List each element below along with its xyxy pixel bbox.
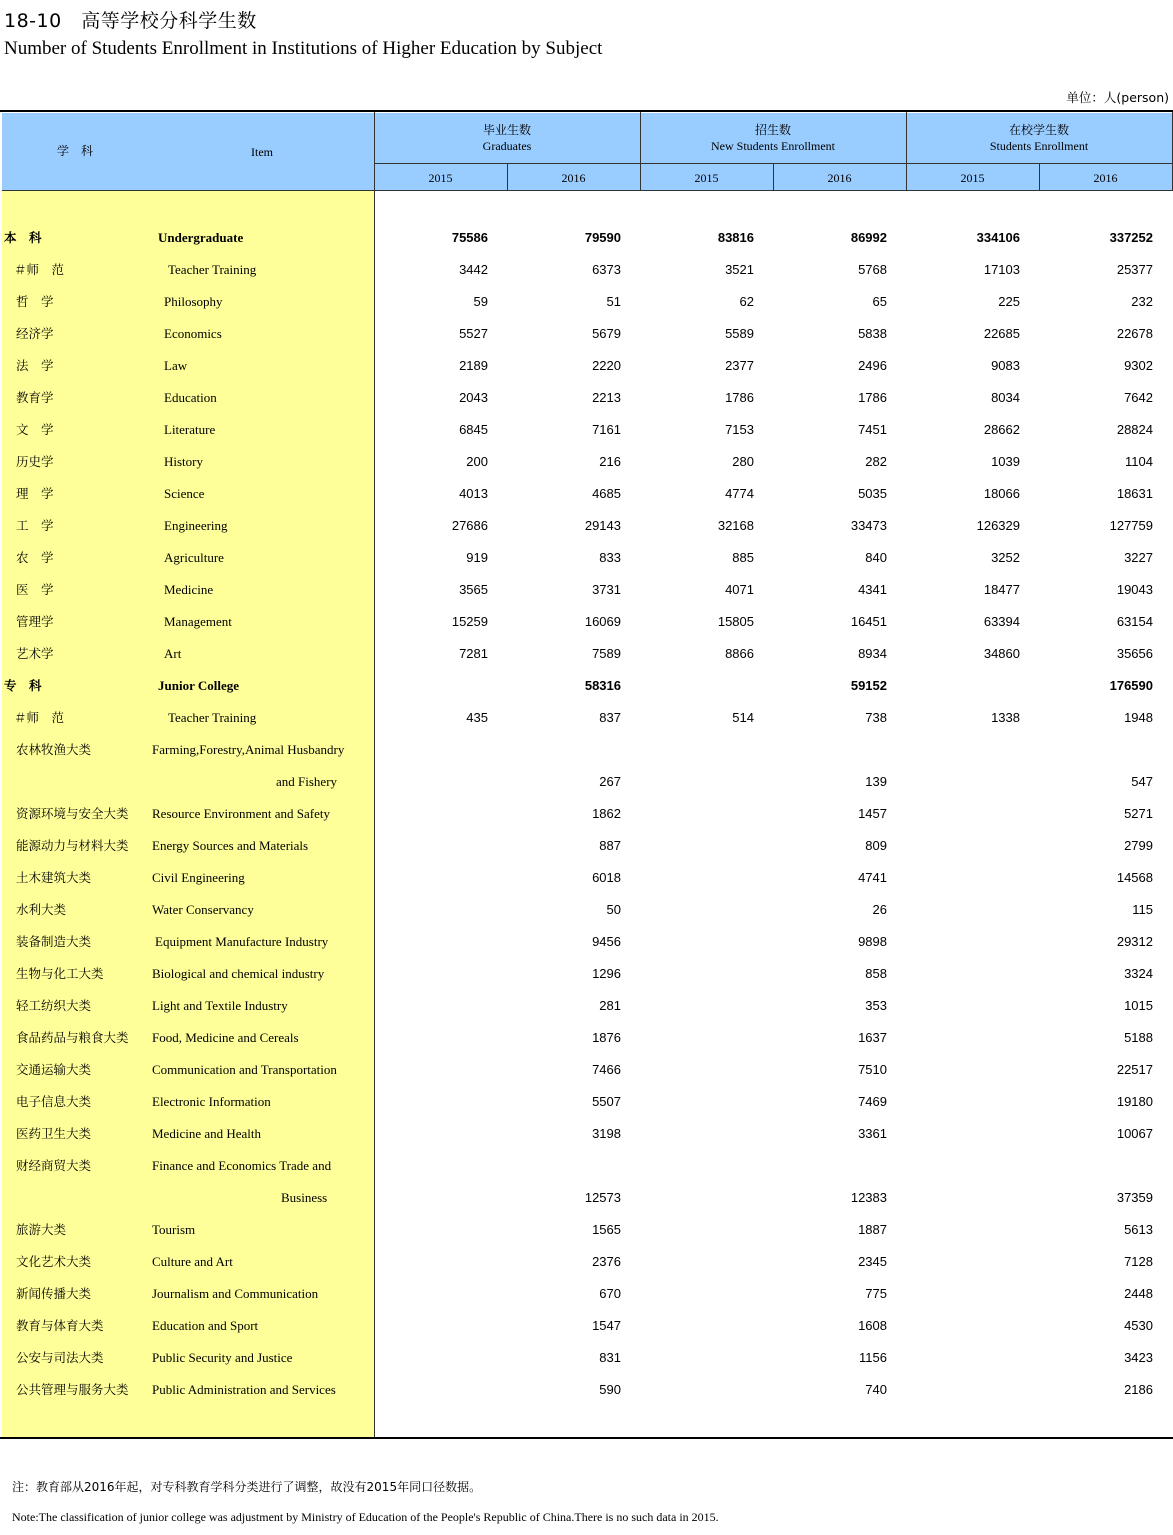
value-cell: 1104 <box>1125 454 1153 469</box>
value-cell: 7589 <box>592 646 621 661</box>
value-cell: 5613 <box>1124 1222 1153 1237</box>
value-cell: 6373 <box>592 262 621 277</box>
value-cell: 12383 <box>850 1190 887 1205</box>
table-row <box>0 1188 1173 1208</box>
new-students-header-en: New Students Enrollment <box>711 139 835 153</box>
row-label-en: Agriculture <box>164 550 224 565</box>
value-cell: 5589 <box>725 326 754 341</box>
value-cell: 79590 <box>584 230 621 245</box>
row-label-en: Philosophy <box>164 294 223 309</box>
value-cell: 2043 <box>459 390 488 405</box>
value-cell: 1565 <box>592 1222 621 1237</box>
value-cell: 738 <box>865 710 887 725</box>
value-cell: 35656 <box>1116 646 1153 661</box>
value-cell: 2448 <box>1124 1286 1153 1301</box>
value-cell: 3442 <box>459 262 488 277</box>
row-label-en: Teacher Training <box>168 262 257 277</box>
value-cell: 232 <box>1131 294 1153 309</box>
row-label-cn: 农 学 <box>16 550 54 565</box>
value-cell: 4530 <box>1124 1318 1153 1333</box>
row-label-cn: 公安与司法大类 <box>16 1350 104 1365</box>
row-label-en: Finance and Economics Trade and <box>152 1158 332 1173</box>
unit-label: 单位：人(person) <box>1066 90 1169 105</box>
table-row <box>0 612 1173 632</box>
value-cell: 32168 <box>717 518 754 533</box>
value-cell: 33473 <box>850 518 887 533</box>
row-label-cn: 医药卫生大类 <box>16 1126 92 1141</box>
new-students-header-cn: 招生数 <box>754 123 791 137</box>
value-cell: 6845 <box>459 422 488 437</box>
value-cell: 1948 <box>1124 710 1153 725</box>
value-cell: 7466 <box>592 1062 621 1077</box>
row-label-en: Tourism <box>152 1222 196 1237</box>
table-row <box>0 1284 1173 1304</box>
year-header: 2016 <box>827 171 852 185</box>
value-cell: 28662 <box>983 422 1020 437</box>
value-cell: 1015 <box>1124 998 1153 1013</box>
table-row <box>0 260 1173 280</box>
row-label-cn: 工 学 <box>16 518 54 533</box>
row-label-cn: 水利大类 <box>16 902 67 917</box>
value-cell: 740 <box>865 1382 887 1397</box>
row-label-en: Communication and Transportation <box>152 1062 337 1077</box>
value-cell: 127759 <box>1109 518 1153 533</box>
row-label-en: and Fishery <box>276 774 338 789</box>
row-label-en: Teacher Training <box>168 710 257 725</box>
row-label-en: Water Conservancy <box>152 902 254 917</box>
value-cell: 1457 <box>858 806 887 821</box>
value-cell: 8934 <box>858 646 887 661</box>
value-cell: 17103 <box>983 262 1020 277</box>
value-cell: 2496 <box>858 358 887 373</box>
row-label-en: Equipment Manufacture Industry <box>155 934 329 949</box>
value-cell: 3423 <box>1124 1350 1153 1365</box>
value-cell: 7128 <box>1124 1254 1153 1269</box>
table-row <box>0 1028 1173 1048</box>
value-cell: 280 <box>732 454 754 469</box>
value-cell: 337252 <box>1109 230 1153 245</box>
table-row <box>0 1348 1173 1368</box>
value-cell: 10067 <box>1116 1126 1153 1141</box>
value-cell: 282 <box>865 454 887 469</box>
table-row <box>0 420 1173 440</box>
row-label-cn: 电子信息大类 <box>16 1094 92 1109</box>
value-cell: 775 <box>865 1286 887 1301</box>
row-label-cn: 理 学 <box>16 486 54 501</box>
value-cell: 1608 <box>858 1318 887 1333</box>
row-label-en: Civil Engineering <box>152 870 245 885</box>
value-cell: 334106 <box>976 230 1020 245</box>
value-cell: 15259 <box>451 614 488 629</box>
row-label-cn: 农林牧渔大类 <box>16 742 92 757</box>
value-cell: 65 <box>872 294 887 309</box>
value-cell: 34860 <box>983 646 1020 661</box>
table-row <box>0 580 1173 600</box>
row-label-en: Resource Environment and Safety <box>152 806 330 821</box>
row-label-cn: 文 学 <box>16 422 54 437</box>
row-label-cn: 哲 学 <box>16 294 54 309</box>
graduates-header-en: Graduates <box>482 139 532 153</box>
row-label-cn: 文化艺术大类 <box>16 1254 92 1269</box>
value-cell: 2376 <box>592 1254 621 1269</box>
value-cell: 86992 <box>850 230 887 245</box>
value-cell: 5679 <box>592 326 621 341</box>
table-row <box>0 1092 1173 1112</box>
value-cell: 1039 <box>991 454 1020 469</box>
row-label-cn: 本 科 <box>4 230 42 245</box>
value-cell: 2220 <box>592 358 621 373</box>
value-cell: 1887 <box>858 1222 887 1237</box>
value-cell: 225 <box>998 294 1020 309</box>
row-label-cn: ＃师 范 <box>14 710 65 725</box>
value-cell: 26 <box>872 902 887 917</box>
value-cell: 2377 <box>725 358 754 373</box>
value-cell: 16069 <box>584 614 621 629</box>
value-cell: 1296 <box>592 966 621 981</box>
value-cell: 18477 <box>983 582 1020 597</box>
value-cell: 3227 <box>1124 550 1153 565</box>
value-cell: 2799 <box>1124 838 1153 853</box>
value-cell: 840 <box>865 550 887 565</box>
table-row <box>0 548 1173 568</box>
value-cell: 16451 <box>850 614 887 629</box>
row-label-en: Biological and chemical industry <box>152 966 325 981</box>
value-cell: 18066 <box>983 486 1020 501</box>
value-cell: 7451 <box>858 422 887 437</box>
row-label-cn: 经济学 <box>16 326 54 341</box>
value-cell: 59 <box>473 294 488 309</box>
row-label-cn: 轻工纺织大类 <box>16 998 92 1013</box>
value-cell: 59152 <box>850 678 887 693</box>
row-label-cn: 新闻传播大类 <box>16 1286 92 1301</box>
value-cell: 15805 <box>717 614 754 629</box>
row-label-en: Literature <box>164 422 216 437</box>
table-row <box>0 676 1173 696</box>
value-cell: 58316 <box>584 678 621 693</box>
value-cell: 63154 <box>1116 614 1153 629</box>
row-label-cn: 管理学 <box>16 614 54 629</box>
row-label-cn: 教育与体育大类 <box>16 1318 104 1333</box>
table-row <box>0 516 1173 536</box>
table-row <box>0 1252 1173 1272</box>
value-cell: 5188 <box>1124 1030 1153 1045</box>
table-row <box>0 228 1173 248</box>
value-cell: 51 <box>606 294 621 309</box>
value-cell: 18631 <box>1116 486 1153 501</box>
value-cell: 809 <box>865 838 887 853</box>
row-label-en: Law <box>164 358 188 373</box>
table-row <box>0 356 1173 376</box>
table-row <box>0 644 1173 664</box>
table-row <box>0 484 1173 504</box>
value-cell: 1156 <box>859 1350 887 1365</box>
row-label-en: Journalism and Communication <box>152 1286 319 1301</box>
row-label-cn: 教育学 <box>16 390 54 405</box>
value-cell: 1786 <box>725 390 754 405</box>
row-label-cn: 历史学 <box>16 454 54 469</box>
row-label-cn: 专 科 <box>4 678 42 693</box>
value-cell: 5271 <box>1124 806 1153 821</box>
table-row <box>0 900 1173 920</box>
row-label-cn: 交通运输大类 <box>16 1062 92 1077</box>
value-cell: 3198 <box>592 1126 621 1141</box>
row-label-en: Education <box>164 390 217 405</box>
table-title-cn: 18-10 高等学校分科学生数 <box>4 10 257 32</box>
year-header: 2015 <box>960 171 985 185</box>
row-label-en: Science <box>164 486 205 501</box>
value-cell: 22517 <box>1116 1062 1153 1077</box>
value-cell: 5527 <box>459 326 488 341</box>
value-cell: 28824 <box>1116 422 1153 437</box>
value-cell: 353 <box>865 998 887 1013</box>
row-label-cn: 法 学 <box>16 358 54 373</box>
item-header-en: Item <box>251 145 273 159</box>
value-cell: 3565 <box>459 582 488 597</box>
year-header: 2015 <box>428 171 453 185</box>
value-cell: 9898 <box>858 934 887 949</box>
row-label-cn: 公共管理与服务大类 <box>16 1382 129 1397</box>
value-cell: 216 <box>599 454 621 469</box>
year-header: 2015 <box>694 171 719 185</box>
value-cell: 887 <box>599 838 621 853</box>
value-cell: 139 <box>865 774 887 789</box>
value-cell: 4774 <box>725 486 754 501</box>
table-row <box>0 964 1173 984</box>
table-row <box>0 1156 1173 1176</box>
value-cell: 833 <box>599 550 621 565</box>
row-label-cn: 医 学 <box>16 582 54 597</box>
row-label-cn: ＃师 范 <box>14 262 65 277</box>
graduates-header-cn: 毕业生数 <box>482 123 531 137</box>
value-cell: 281 <box>599 998 621 1013</box>
value-cell: 7153 <box>725 422 754 437</box>
top-rule <box>0 110 1173 112</box>
value-cell: 919 <box>466 550 488 565</box>
value-cell: 4741 <box>858 870 887 885</box>
table-row <box>0 804 1173 824</box>
value-cell: 83816 <box>717 230 754 245</box>
table-row <box>0 388 1173 408</box>
value-cell: 2186 <box>1124 1382 1153 1397</box>
row-label-cn: 能源动力与材料大类 <box>16 838 129 853</box>
value-cell: 4013 <box>459 486 488 501</box>
table-row <box>0 996 1173 1016</box>
row-label-en: Management <box>164 614 232 629</box>
value-cell: 27686 <box>451 518 488 533</box>
table-row <box>0 1060 1173 1080</box>
row-label-en: Energy Sources and Materials <box>152 838 309 853</box>
table-row <box>0 1220 1173 1240</box>
table-row <box>0 1316 1173 1336</box>
value-cell: 831 <box>599 1350 621 1365</box>
value-cell: 22678 <box>1116 326 1153 341</box>
value-cell: 670 <box>599 1286 621 1301</box>
row-label-cn: 装备制造大类 <box>16 934 92 949</box>
value-cell: 837 <box>599 710 621 725</box>
value-cell: 7161 <box>592 422 621 437</box>
value-cell: 858 <box>865 966 887 981</box>
new-students-header <box>640 122 906 154</box>
row-label-en: History <box>164 454 203 469</box>
row-label-cn: 生物与化工大类 <box>16 966 104 981</box>
table-row <box>0 740 1173 760</box>
value-cell: 9302 <box>1124 358 1153 373</box>
value-cell: 25377 <box>1116 262 1153 277</box>
row-label-cn: 财经商贸大类 <box>16 1158 92 1173</box>
value-cell: 2189 <box>459 358 488 373</box>
table-row <box>0 836 1173 856</box>
value-cell: 1338 <box>991 710 1020 725</box>
value-cell: 8034 <box>991 390 1020 405</box>
row-label-cn: 资源环境与安全大类 <box>16 806 129 821</box>
table-row <box>0 292 1173 312</box>
row-label-cn: 食品药品与粮食大类 <box>16 1030 129 1045</box>
year-header: 2016 <box>1093 171 1118 185</box>
value-cell: 5768 <box>858 262 887 277</box>
value-cell: 2345 <box>858 1254 887 1269</box>
row-label-en: Undergraduate <box>158 230 244 245</box>
value-cell: 14568 <box>1116 870 1153 885</box>
value-cell: 75586 <box>451 230 488 245</box>
value-cell: 8866 <box>725 646 754 661</box>
table-row <box>0 708 1173 728</box>
value-cell: 4685 <box>592 486 621 501</box>
value-cell: 126329 <box>976 518 1020 533</box>
value-cell: 176590 <box>1109 678 1153 693</box>
bottom-rule <box>0 1437 1173 1439</box>
table-title-en: Number of Students Enrollment in Institutions of Higher Education by Subject <box>4 38 603 59</box>
value-cell: 200 <box>466 454 488 469</box>
value-cell: 7281 <box>459 646 488 661</box>
row-label-en: Electronic Information <box>152 1094 271 1109</box>
table-row <box>0 1124 1173 1144</box>
row-label-en: Medicine and Health <box>152 1126 262 1141</box>
value-cell: 63394 <box>983 614 1020 629</box>
value-cell: 1637 <box>858 1030 887 1045</box>
value-cell: 115 <box>1132 902 1153 917</box>
value-cell: 6018 <box>592 870 621 885</box>
row-label-en: Junior College <box>158 678 240 693</box>
value-cell: 3361 <box>858 1126 887 1141</box>
row-label-en: Engineering <box>164 518 228 533</box>
row-label-cn: 旅游大类 <box>16 1222 67 1237</box>
value-cell: 3731 <box>592 582 621 597</box>
value-cell: 2213 <box>592 390 621 405</box>
value-cell: 22685 <box>983 326 1020 341</box>
enrollment-header-cn: 在校学生数 <box>1008 123 1069 137</box>
note-cn: 注：教育部从2016年起，对专科教育学科分类进行了调整，故没有2015年同口径数据。 <box>12 1480 482 1494</box>
year-header: 2016 <box>561 171 586 185</box>
item-header-cn: 学 科 <box>56 144 93 158</box>
value-cell: 885 <box>732 550 754 565</box>
value-cell: 9456 <box>592 934 621 949</box>
table-row <box>0 452 1173 472</box>
value-cell: 1547 <box>592 1318 621 1333</box>
value-cell: 9083 <box>991 358 1020 373</box>
row-label-en: Public Administration and Services <box>152 1382 336 1397</box>
row-label-cn: 土木建筑大类 <box>16 870 92 885</box>
value-cell: 5838 <box>858 326 887 341</box>
table-row <box>0 324 1173 344</box>
value-cell: 1862 <box>592 806 621 821</box>
header-bottom-rule <box>2 190 1172 191</box>
enrollment-header-en: Students Enrollment <box>989 139 1089 153</box>
value-cell: 3252 <box>991 550 1020 565</box>
value-cell: 514 <box>732 710 754 725</box>
value-cell: 37359 <box>1116 1190 1153 1205</box>
value-cell: 5507 <box>592 1094 621 1109</box>
row-label-en: Light and Textile Industry <box>152 998 288 1013</box>
value-cell: 590 <box>599 1382 621 1397</box>
table-row <box>0 772 1173 792</box>
value-cell: 1876 <box>592 1030 621 1045</box>
value-cell: 267 <box>599 774 621 789</box>
value-cell: 62 <box>739 294 754 309</box>
value-cell: 1786 <box>858 390 887 405</box>
row-label-en: Food, Medicine and Cereals <box>152 1030 299 1045</box>
row-label-en: Art <box>164 646 182 661</box>
value-cell: 435 <box>466 710 488 725</box>
enrollment-header <box>906 122 1172 154</box>
value-cell: 5035 <box>858 486 887 501</box>
table-row <box>0 1380 1173 1400</box>
row-label-en: Business <box>281 1190 328 1205</box>
value-cell: 547 <box>1131 774 1153 789</box>
value-cell: 12573 <box>584 1190 621 1205</box>
table-row <box>0 932 1173 952</box>
value-cell: 7510 <box>858 1062 887 1077</box>
note-en: Note:The classification of junior college was adjustment by Ministry of Education of the People's Republic of China.There is no such data in 2015. <box>12 1510 719 1524</box>
row-label-cn: 艺术学 <box>16 646 54 661</box>
row-label-en: Culture and Art <box>152 1254 233 1269</box>
value-cell: 19180 <box>1116 1094 1153 1109</box>
value-cell: 4341 <box>858 582 887 597</box>
value-cell: 3521 <box>725 262 754 277</box>
value-cell: 50 <box>606 902 621 917</box>
row-label-en: Economics <box>164 326 222 341</box>
value-cell: 29312 <box>1116 934 1153 949</box>
table-row <box>0 868 1173 888</box>
row-label-en: Public Security and Justice <box>152 1350 293 1365</box>
value-cell: 29143 <box>584 518 621 533</box>
value-cell: 7642 <box>1124 390 1153 405</box>
value-cell: 19043 <box>1116 582 1153 597</box>
value-cell: 3324 <box>1124 966 1153 981</box>
row-label-en: Medicine <box>164 582 214 597</box>
graduates-header <box>374 122 640 154</box>
row-label-en: Education and Sport <box>152 1318 259 1333</box>
value-cell: 4071 <box>725 582 754 597</box>
row-label-en: Farming,Forestry,Animal Husbandry <box>152 742 345 757</box>
value-cell: 7469 <box>858 1094 887 1109</box>
